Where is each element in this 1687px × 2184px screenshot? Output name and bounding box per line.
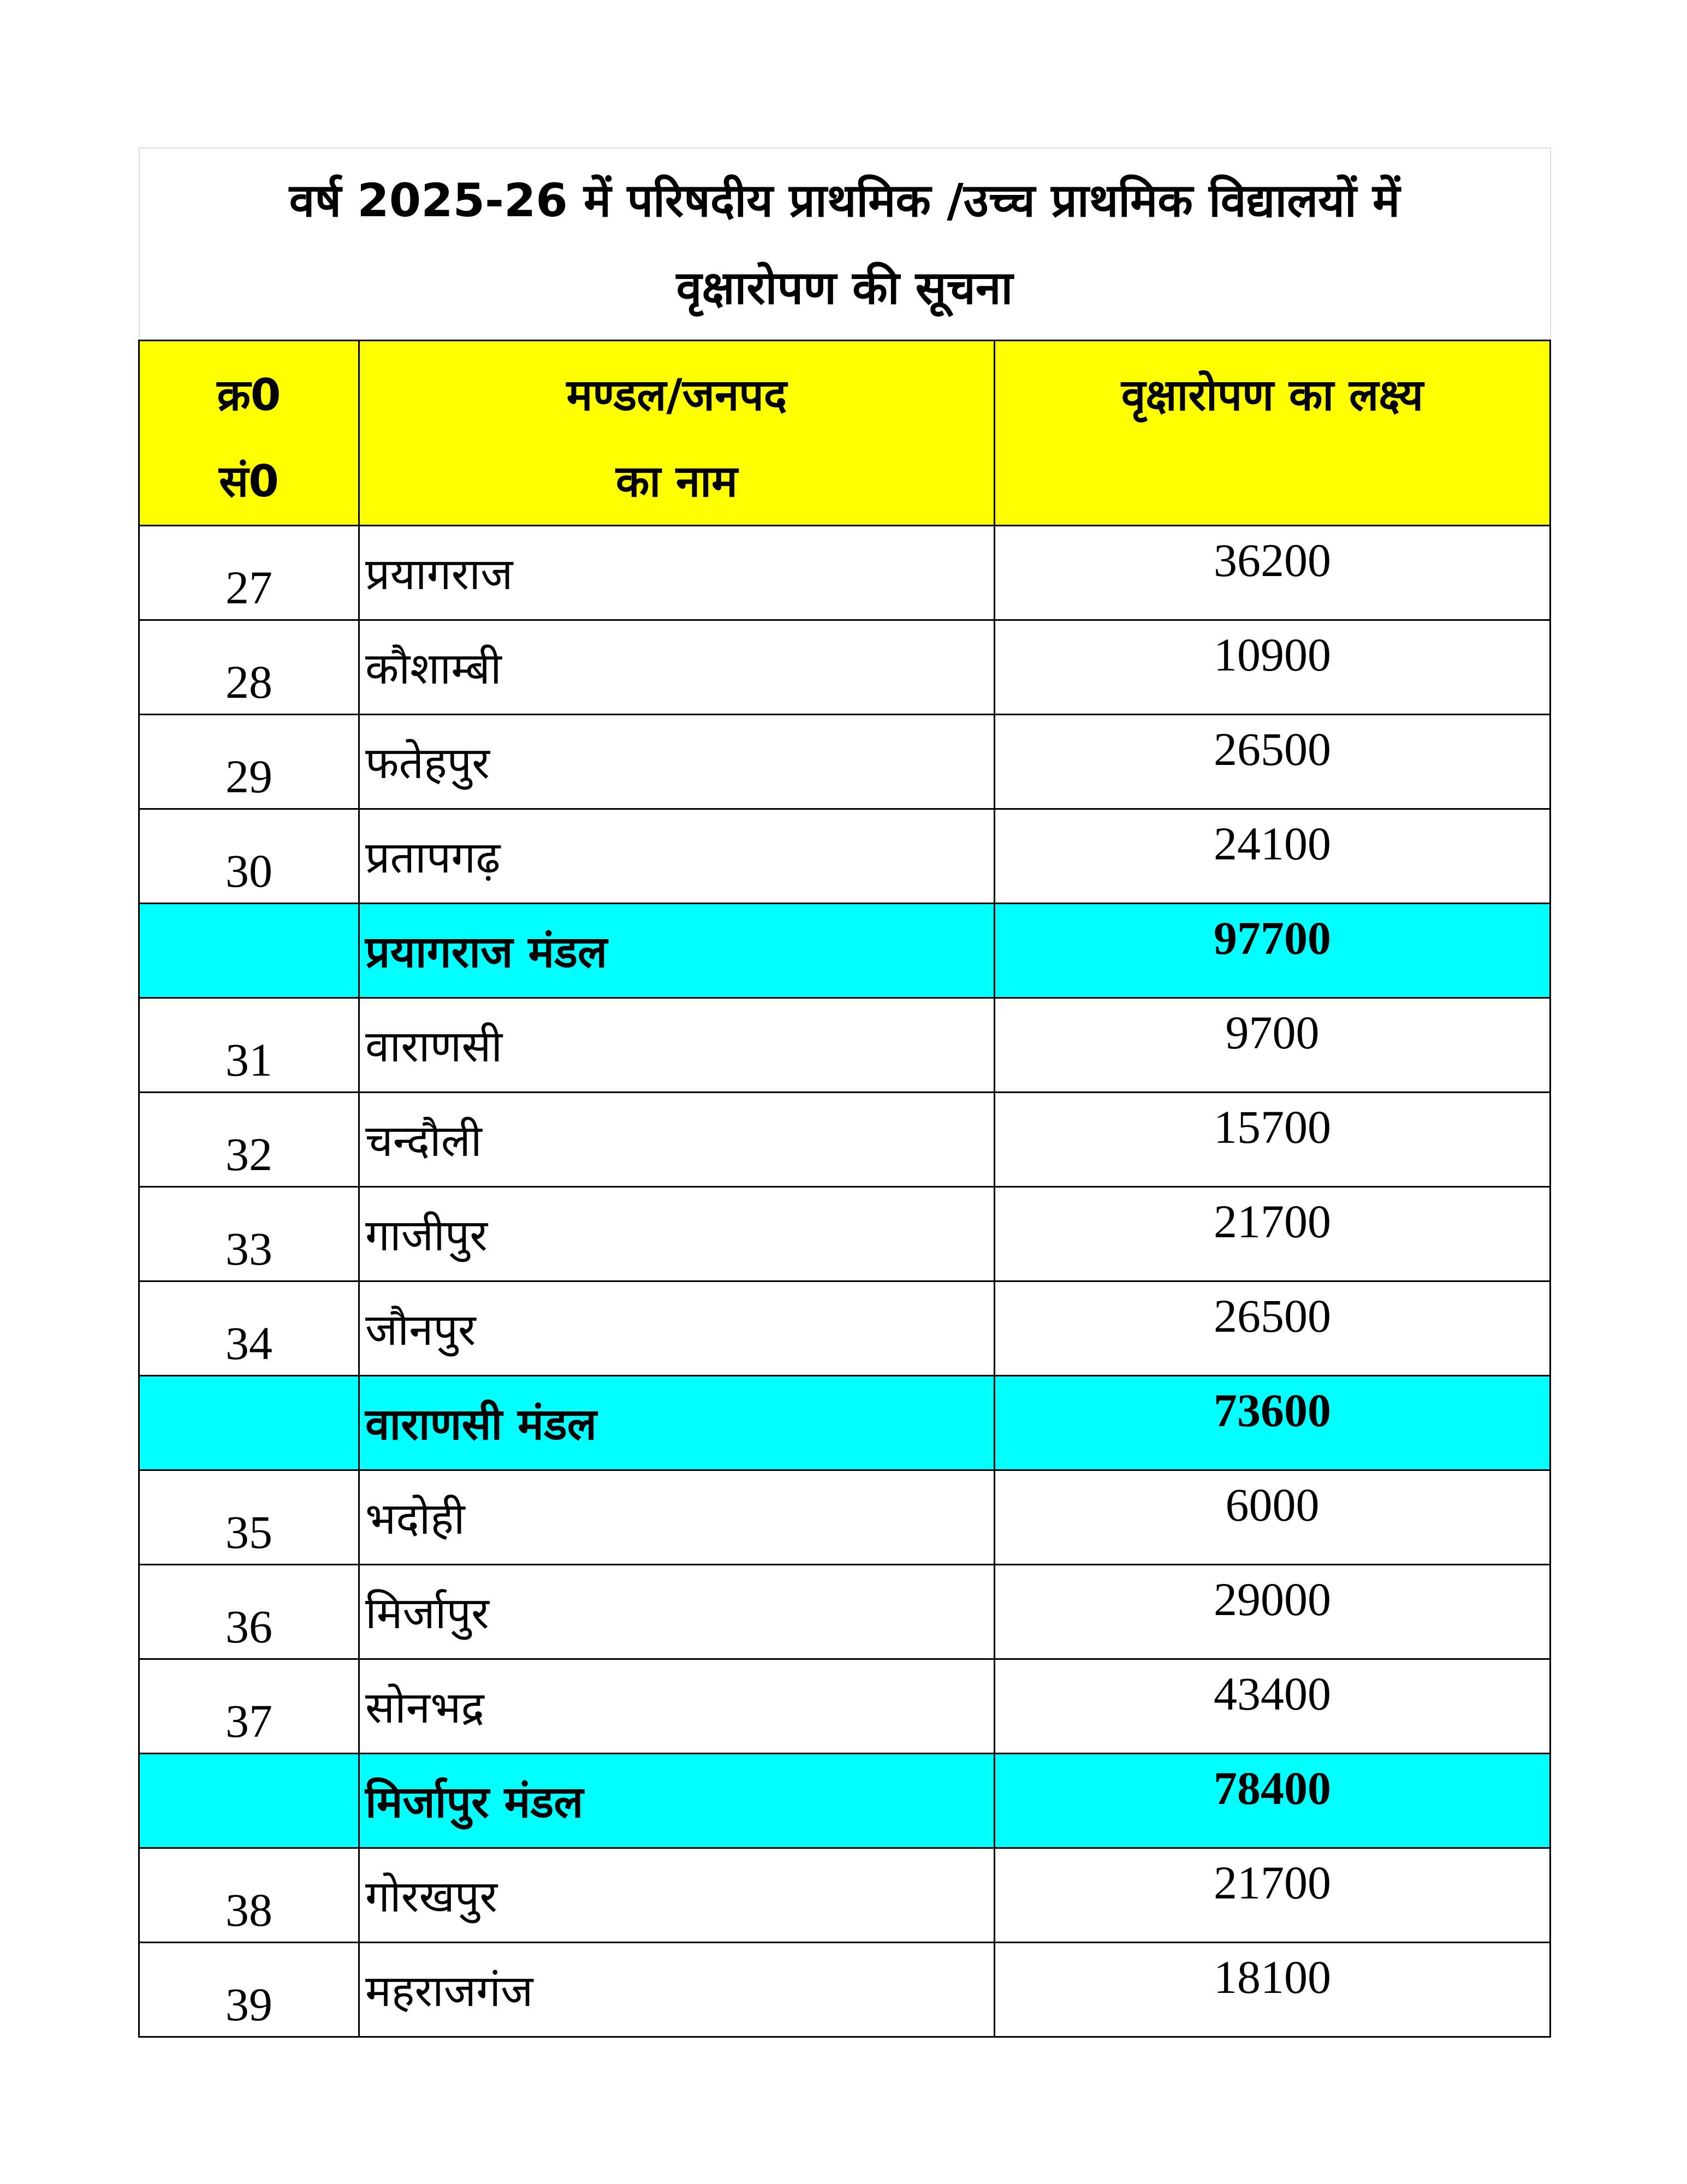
header-division-district-name — [359, 340, 995, 525]
district-name-cell: गोरखपुर — [359, 1848, 995, 1942]
serial-number-cell: 32 — [139, 1092, 359, 1186]
district-name-cell: चन्दौली — [359, 1092, 995, 1186]
document-title — [139, 148, 1551, 340]
division-target-cell: 78400 — [995, 1753, 1551, 1848]
target-value-cell: 29000 — [995, 1564, 1551, 1659]
division-name-cell: वाराणसी मंडल — [359, 1375, 995, 1470]
serial-number-cell: 38 — [139, 1848, 359, 1942]
district-name-cell: गाजीपुर — [359, 1186, 995, 1281]
serial-number-cell: 36 — [139, 1564, 359, 1659]
target-value-cell: 18100 — [995, 1942, 1551, 2037]
district-name-cell: प्रतापगढ़ — [359, 809, 995, 903]
target-value-cell: 24100 — [995, 809, 1551, 903]
target-value-cell: 6000 — [995, 1470, 1551, 1564]
table-row — [139, 1564, 1551, 1659]
table-row — [139, 1659, 1551, 1753]
table-row — [139, 1942, 1551, 2037]
district-name-cell: महराजगंज — [359, 1942, 995, 2037]
target-value-cell: 36200 — [995, 525, 1551, 620]
table-row — [139, 1281, 1551, 1375]
title-line-1: वर्ष 2025-26 में परिषदीय प्राथमिक /उच्च प्राथमिक विद्यालयों में — [289, 173, 1400, 227]
table-row — [139, 1848, 1551, 1942]
target-value-cell: 21700 — [995, 1848, 1551, 1942]
table-row — [139, 809, 1551, 903]
target-value-cell: 15700 — [995, 1092, 1551, 1186]
target-value-cell: 26500 — [995, 714, 1551, 809]
division-name-cell: प्रयागराज मंडल — [359, 903, 995, 998]
table-row — [139, 1186, 1551, 1281]
header-plantation-target — [995, 340, 1551, 525]
serial-number-cell: 35 — [139, 1470, 359, 1564]
plantation-table — [138, 147, 1551, 2038]
division-target-cell: 73600 — [995, 1375, 1551, 1470]
serial-number-cell — [139, 903, 359, 998]
serial-number-cell: 28 — [139, 620, 359, 714]
table-row — [139, 525, 1551, 620]
header-name-line-1: मण्डल/जनपद — [566, 369, 787, 420]
target-value-cell: 9700 — [995, 998, 1551, 1092]
district-name-cell: वाराणसी — [359, 998, 995, 1092]
serial-number-cell: 34 — [139, 1281, 359, 1375]
serial-number-cell: 31 — [139, 998, 359, 1092]
target-value-cell: 10900 — [995, 620, 1551, 714]
target-value-cell: 21700 — [995, 1186, 1551, 1281]
district-name-cell: प्रयागराज — [359, 525, 995, 620]
serial-number-cell: 37 — [139, 1659, 359, 1753]
division-total-row — [139, 1375, 1551, 1470]
header-row — [139, 340, 1551, 525]
title-line-2: वृक्षारोपण की सूचना — [676, 260, 1013, 314]
district-name-cell: भदोही — [359, 1470, 995, 1564]
header-name-line-2: का नाम — [616, 455, 738, 507]
district-name-cell: सोनभद्र — [359, 1659, 995, 1753]
header-serial-line-1: क्र0 — [217, 369, 281, 420]
serial-number-cell — [139, 1375, 359, 1470]
table-row — [139, 1470, 1551, 1564]
serial-number-cell: 27 — [139, 525, 359, 620]
header-serial-number — [139, 340, 359, 525]
table-row — [139, 714, 1551, 809]
division-total-row — [139, 1753, 1551, 1848]
table-row — [139, 998, 1551, 1092]
division-total-row — [139, 903, 1551, 998]
district-name-cell: कौशाम्बी — [359, 620, 995, 714]
division-target-cell: 97700 — [995, 903, 1551, 998]
serial-number-cell: 39 — [139, 1942, 359, 2037]
header-serial-line-2: सं0 — [219, 455, 279, 507]
target-value-cell: 26500 — [995, 1281, 1551, 1375]
serial-number-cell: 29 — [139, 714, 359, 809]
target-value-cell: 43400 — [995, 1659, 1551, 1753]
district-name-cell: मिर्जापुर — [359, 1564, 995, 1659]
district-name-cell: फतेहपुर — [359, 714, 995, 809]
title-row — [139, 148, 1551, 340]
division-name-cell: मिर्जापुर मंडल — [359, 1753, 995, 1848]
header-target-label: वृक्षारोपण का लक्ष्य — [1121, 369, 1424, 420]
district-name-cell: जौनपुर — [359, 1281, 995, 1375]
serial-number-cell: 30 — [139, 809, 359, 903]
serial-number-cell: 33 — [139, 1186, 359, 1281]
table-row — [139, 1092, 1551, 1186]
serial-number-cell — [139, 1753, 359, 1848]
table-row — [139, 620, 1551, 714]
